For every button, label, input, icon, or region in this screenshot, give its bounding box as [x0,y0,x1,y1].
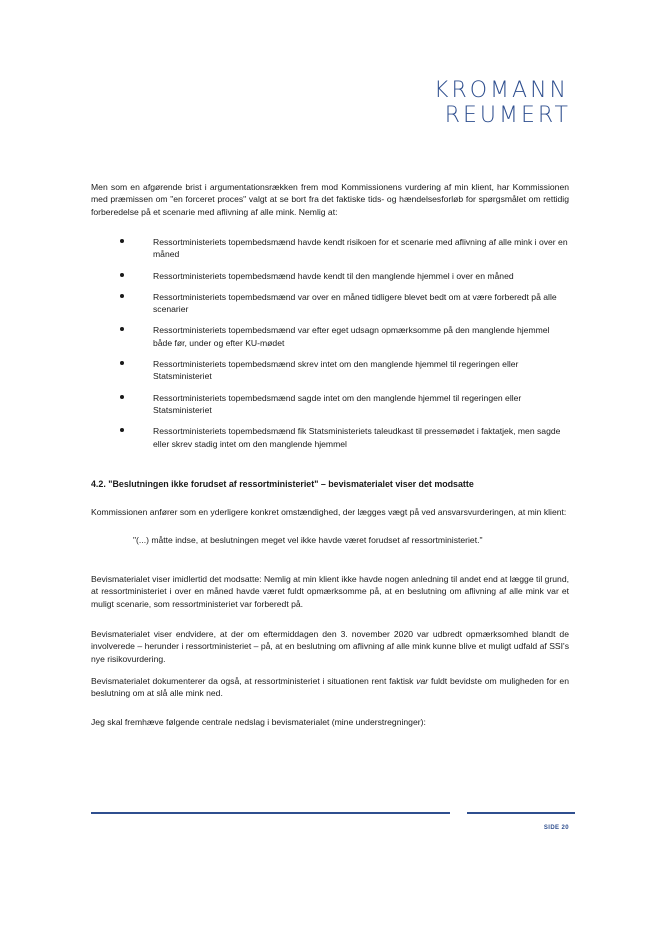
list-item-text: Ressortministeriets topembedsmænd havde kendt risikoen for et scenarie med aflivning af alle mink i over en måned [153,237,568,260]
paragraph-text: Bevismaterialet viser imidlertid det modsatte: Nemlig at min klient ikke havde nogen anledning til andet end at lægge til grund, at ressortministeriet i over en måned havde været fuldt opmærksomme på, at en beslutning om aflivning af alle mink var et muligt scenarie, som ressortministeriet var forberedt på. [91,574,569,609]
bullet-icon [120,428,124,432]
intro-paragraph [91,181,569,218]
footer-rule-left [91,812,450,814]
bullet-icon [120,361,124,365]
list-item-text: Ressortministeriets topembedsmænd havde kendt til den manglende hjemmel i over en måned [153,270,514,281]
paragraph-4 [91,675,569,700]
paragraph-text-end: fuldt bevidste om muligheden for en beslutning om at slå alle mink ned. [91,676,569,699]
bullet-icon [120,327,124,331]
emphasis-text: var [416,676,429,686]
paragraph-3 [91,628,569,665]
bullet-icon [120,273,124,277]
bullet-icon [120,395,124,399]
paragraph-1 [91,506,569,518]
list-item [91,358,569,383]
list-item [91,324,569,349]
footer-rule-right [467,812,575,814]
bullet-list [91,236,569,459]
logo-line-1: KROMANN [434,78,569,103]
list-item-text: Ressortministeriets topembedsmænd var over en måned tidligere blevet bedt om at være forberedt på alle scenarier [153,291,557,315]
section-heading: 4.2. "Beslutningen ikke forudset af ressortministeriet" – bevismaterialet viser det modsatte [91,479,474,489]
bullet-icon [120,294,124,298]
list-item [91,236,569,261]
quote-text: "(...) måtte indse, at beslutningen meget vel ikke havde været forudset af ressortministeriet." [133,535,483,545]
list-item [91,425,569,450]
paragraph-2 [91,573,569,610]
kromann-reumert-logo [434,78,569,128]
bullet-icon [120,239,124,243]
list-item [91,392,569,417]
intro-text: Men som en afgørende brist i argumentationsrækken frem mod Kommissionens vurdering af min klient, har Kommissionen med præmissen om "en forceret proces" valgt at se bort fra det faktiske tids- og hændelsesforløb for spørgsmålet om rettidig forberedelse på et scenarie med aflivning af alle mink. Nemlig at: [91,182,569,217]
paragraph-text: Kommissionen anfører som en yderligere konkret omstændighed, der lægges vægt på ved ansvarsvurderingen, at min klient: [91,507,567,517]
list-item [91,291,569,316]
paragraph-text: Jeg skal fremhæve følgende centrale nedslag i bevismaterialet (mine understregninger): [91,717,426,727]
paragraph-text: Bevismaterialet viser endvidere, at der om eftermiddagen den 3. november 2020 var udbredt opmærksomhed blandt de involverede – herunder i ressortministeriet – på, at en beslutning om aflivning af alle mink kunne blive et muligt udfald af SSI's nye risikovurdering. [91,629,569,664]
list-item [91,270,569,282]
paragraph-5 [91,716,569,728]
list-item-text: Ressortministeriets topembedsmænd var efter eget udsagn opmærksomme på den manglende hjemmel både før, under og efter KU-mødet [153,325,550,348]
paragraph-text-start: Bevismaterialet dokumenterer da også, at ressortministeriet i situationen rent faktisk [91,676,417,686]
list-item-text: Ressortministeriets topembedsmænd sagde intet om den manglende hjemmel til regeringen eller Statsministeriet [153,392,522,416]
paragraph-text [91,675,569,700]
list-item-text: Ressortministeriets topembedsmænd skrev intet om den manglende hjemmel til regeringen eller Statsministeriet [153,359,519,382]
logo-line-2: REUMERT [444,103,571,128]
page-number: SIDE 20 [543,825,569,831]
block-quote [133,534,529,546]
list-item-text: Ressortministeriets topembedsmænd fik Statsministeriets taleudkast til pressemødet i faktatjek, men sagde eller skrev stadig intet om den manglende hjemmel [153,426,561,449]
